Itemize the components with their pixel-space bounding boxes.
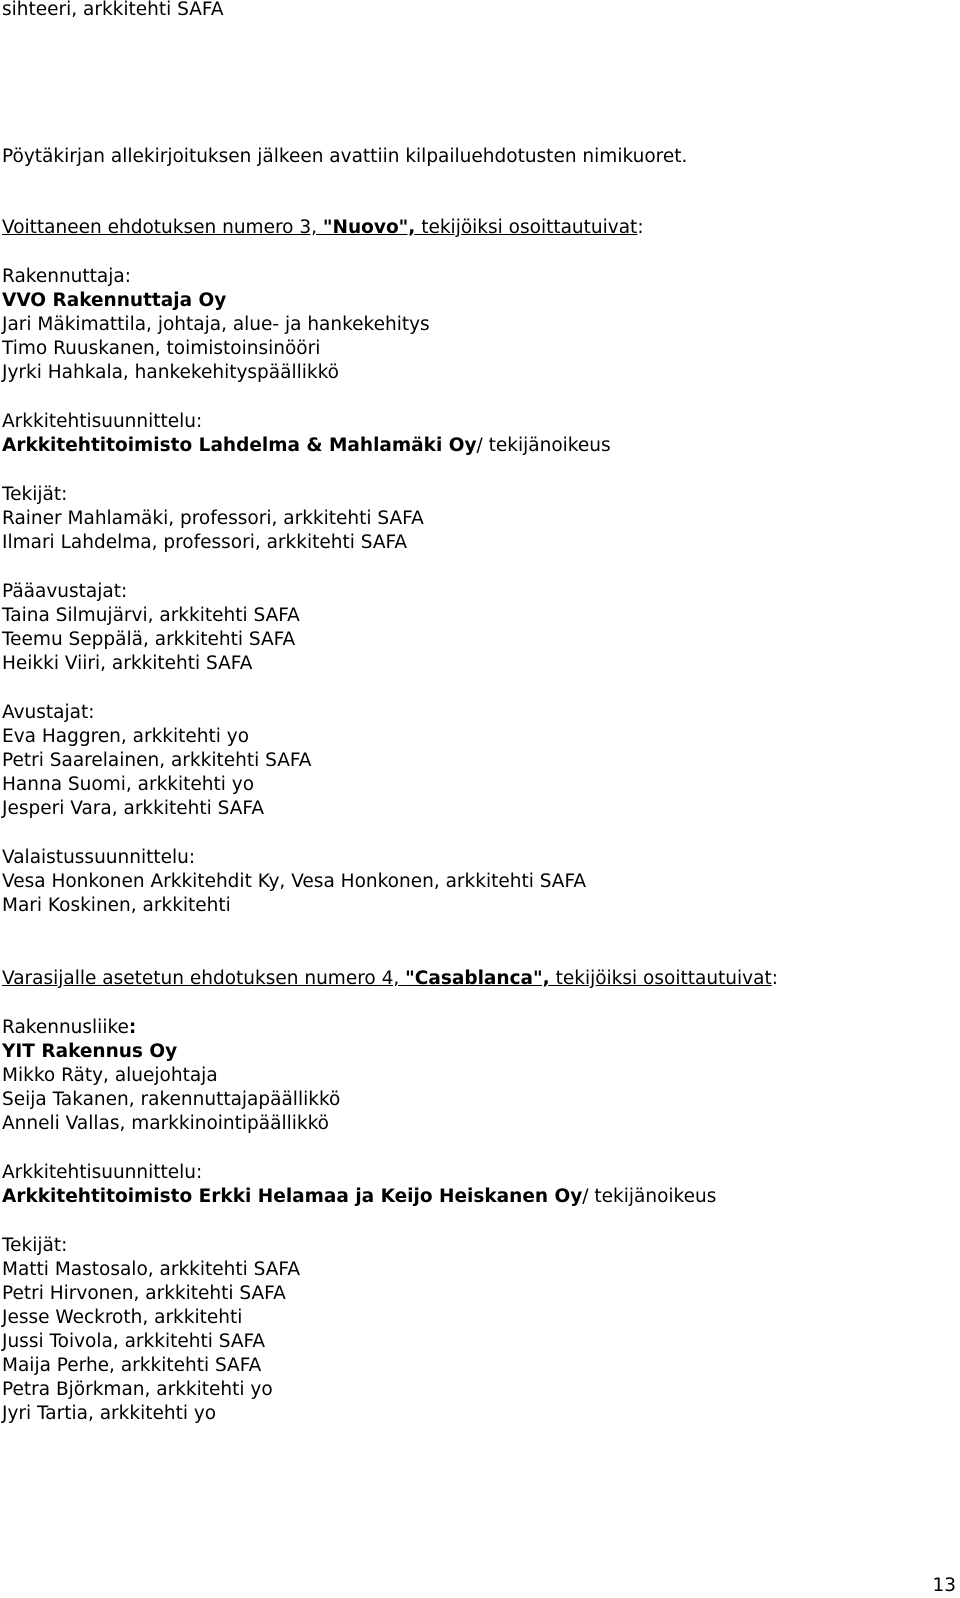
reserve-authors-label: Tekijät:: [2, 1235, 68, 1256]
winner-heading: [2, 216, 644, 240]
winner-builder-label: Rakennuttaja:: [2, 266, 131, 287]
reserve-builder-person: Mikko Räty, aluejohtaja: [2, 1065, 218, 1086]
reserve-heading-pre: Varasijalle asetetun ehdotuksen numero 4,: [2, 968, 406, 989]
winner-heading-colon: :: [637, 217, 644, 238]
reserve-builder-label-line: [2, 1016, 136, 1040]
winner-assistants-label: Avustajat:: [2, 702, 95, 723]
opening-line: sihteeri, arkkitehti SAFA: [2, 0, 224, 20]
winner-builder-person: Jyrki Hahkala, hankekehityspäällikkö: [2, 362, 339, 383]
reserve-author: Matti Mastosalo, arkkitehti SAFA: [2, 1259, 301, 1280]
reserve-design-office-line: [2, 1185, 716, 1209]
winner-design-suffix: / tekijänoikeus: [476, 435, 611, 456]
winner-assistant: Eva Haggren, arkkitehti yo: [2, 726, 250, 747]
reserve-entry-name: "Casablanca",: [405, 968, 550, 989]
winner-lighting-label: Valaistussuunnittelu:: [2, 847, 196, 868]
reserve-author: Maija Perhe, arkkitehti SAFA: [2, 1355, 262, 1376]
winner-builder-person: Timo Ruuskanen, toimistoinsinööri: [2, 338, 321, 359]
winner-lighting-designer: Vesa Honkonen Arkkitehdit Ky, Vesa Honkonen, arkkitehti SAFA: [2, 871, 587, 892]
reserve-author: Jyri Tartia, arkkitehti yo: [2, 1403, 217, 1424]
winner-main-assistant: Teemu Seppälä, arkkitehti SAFA: [2, 629, 296, 650]
reserve-builder-company: YIT Rakennus Oy: [2, 1041, 178, 1062]
reserve-design-label: Arkkitehtisuunnittelu:: [2, 1162, 203, 1183]
winner-design-label: Arkkitehtisuunnittelu:: [2, 411, 203, 432]
reserve-builder-person: Anneli Vallas, markkinointipäällikkö: [2, 1113, 329, 1134]
winner-design-office-line: [2, 434, 611, 458]
winner-author: Ilmari Lahdelma, professori, arkkitehti SAFA: [2, 532, 408, 553]
reserve-design-suffix: / tekijänoikeus: [582, 1186, 717, 1207]
winner-assistant: Petri Saarelainen, arkkitehti SAFA: [2, 750, 312, 771]
reserve-heading-colon: :: [771, 968, 778, 989]
reserve-author: Jussi Toivola, arkkitehti SAFA: [2, 1331, 266, 1352]
winner-author: Rainer Mahlamäki, professori, arkkitehti SAFA: [2, 508, 424, 529]
reserve-author: Petra Björkman, arkkitehti yo: [2, 1379, 273, 1400]
winner-main-assistants-label: Pääavustajat:: [2, 581, 128, 602]
reserve-design-office: Arkkitehtitoimisto Erkki Helamaa ja Keijo Heiskanen Oy: [2, 1186, 583, 1207]
reserve-author: Jesse Weckroth, arkkitehti: [2, 1307, 243, 1328]
winner-builder-person: Jari Mäkimattila, johtaja, alue- ja hankekehitys: [2, 314, 430, 335]
reserve-author: Petri Hirvonen, arkkitehti SAFA: [2, 1283, 286, 1304]
reserve-builder-person: Seija Takanen, rakennuttajapäällikkö: [2, 1089, 341, 1110]
reserve-heading-post: tekijöiksi osoittautuivat: [549, 968, 772, 989]
reserve-heading: [2, 967, 778, 991]
winner-builder-company: VVO Rakennuttaja Oy: [2, 290, 227, 311]
winner-entry-name: "Nuovo",: [322, 217, 416, 238]
reserve-builder-label: Rakennusliike: [2, 1017, 129, 1038]
winner-main-assistant: Taina Silmujärvi, arkkitehti SAFA: [2, 605, 300, 626]
winner-assistant: Hanna Suomi, arkkitehti yo: [2, 774, 255, 795]
winner-authors-label: Tekijät:: [2, 484, 68, 505]
intro-paragraph: Pöytäkirjan allekirjoituksen jälkeen avattiin kilpailuehdotusten nimikuoret.: [2, 146, 688, 167]
winner-heading-post: tekijöiksi osoittautuivat: [415, 217, 638, 238]
winner-heading-pre: Voittaneen ehdotuksen numero 3,: [2, 217, 323, 238]
winner-design-office: Arkkitehtitoimisto Lahdelma & Mahlamäki Oy: [2, 435, 477, 456]
winner-assistant: Jesperi Vara, arkkitehti SAFA: [2, 798, 264, 819]
winner-lighting-designer: Mari Koskinen, arkkitehti: [2, 895, 231, 916]
winner-main-assistant: Heikki Viiri, arkkitehti SAFA: [2, 653, 253, 674]
page-number: 13: [932, 1574, 956, 1596]
reserve-builder-label-colon: :: [128, 1017, 137, 1038]
